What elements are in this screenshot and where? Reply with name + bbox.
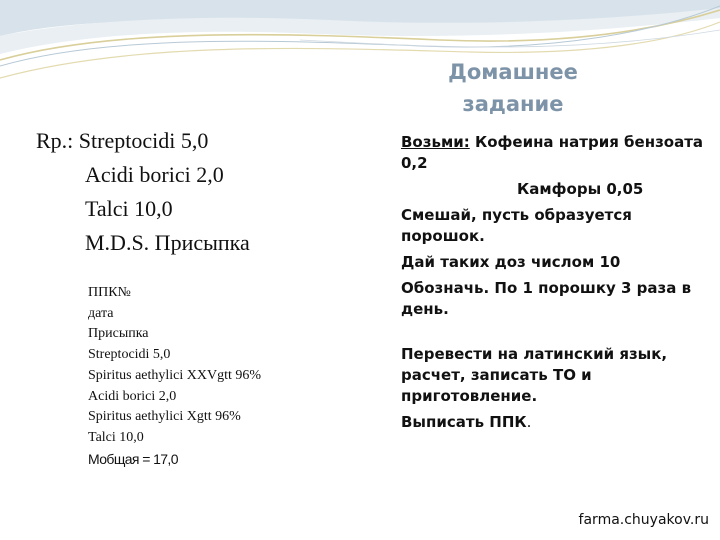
slide-title-line-1: Домашнее (448, 60, 578, 84)
assignment-sign: Обозначь. По 1 порошку 3 раза в день. (401, 279, 692, 318)
take-label: Возьми: (401, 133, 470, 151)
assignment-block (401, 132, 711, 438)
write-end: . (526, 413, 532, 431)
write-text: Выписать ППК (401, 413, 527, 431)
assignment-write (401, 412, 711, 433)
assignment-mix: Смешай, пусть образуется порошок. (401, 206, 632, 245)
take-text: Кофеина натрия бензоата 0,2 (401, 133, 704, 172)
ppk-line: Spiritus aethylici XXVgtt 96% (88, 367, 262, 383)
ppk-line: Присыпка (88, 326, 149, 342)
prescription-line: Acidi borici 2,0 (85, 162, 224, 187)
ppk-block (88, 283, 261, 469)
footer-source: farma.chuyakov.ru (578, 512, 709, 528)
ppk-line: Talci 10,0 (88, 429, 144, 445)
assignment-take (401, 132, 711, 174)
ppk-line: дата (88, 305, 114, 321)
ppk-line: Streptocidi 5,0 (88, 347, 171, 363)
ppk-line: Spiritus aethylici Xgtt 96% (88, 409, 241, 425)
slide-title (400, 56, 626, 120)
prescription-line: Talci 10,0 (85, 196, 173, 221)
slide-title-line-2: задание (462, 92, 564, 116)
ppk-total-mass: Мобщая = 17,0 (88, 450, 178, 467)
prescription-line: Rp.: Streptocidi 5,0 (36, 128, 209, 153)
assignment-translate: Перевести на латинский язык, расчет, записать ТО и приготовление. (401, 345, 668, 405)
prescription-line: M.D.S. Присыпка (85, 230, 250, 255)
ppk-line: ППК№ (88, 285, 131, 300)
assignment-camphor: Камфоры 0,05 (517, 180, 644, 198)
assignment-give: Дай таких доз числом 10 (401, 253, 621, 271)
prescription-block (36, 124, 250, 260)
ppk-line: Acidi borici 2,0 (88, 388, 177, 404)
